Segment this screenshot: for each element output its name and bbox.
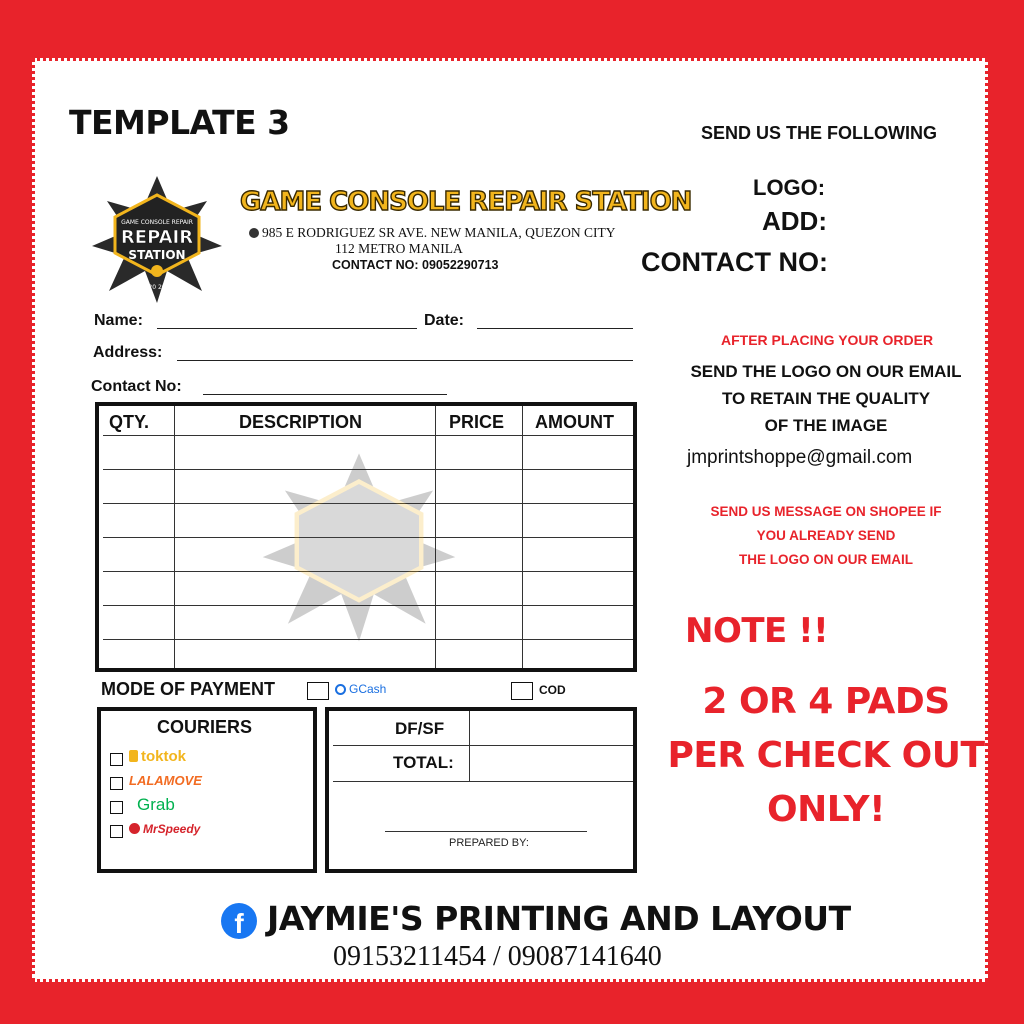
courier-toktok-label: toktok	[141, 748, 186, 765]
courier-mrspeedy	[129, 822, 200, 836]
address-field[interactable]	[177, 360, 633, 361]
contact-email[interactable]: jmprintshoppe@gmail.com	[687, 447, 913, 468]
business-address-line2: 112 METRO MANILA	[335, 241, 463, 256]
payment-summary-box	[325, 707, 637, 873]
business-address-line1	[249, 225, 616, 241]
gcash-label: GCash	[349, 682, 387, 696]
column-header-amount: AMOUNT	[535, 412, 614, 432]
after-order-text: AFTER PLACING YOUR ORDER	[721, 332, 934, 348]
date-label: Date:	[424, 312, 465, 329]
logo-label: LOGO:	[753, 175, 826, 200]
location-pin-icon	[249, 228, 259, 238]
pads-line3: ONLY!	[766, 789, 886, 830]
note-heading: NOTE !!	[685, 611, 829, 651]
column-header-qty: QTY.	[109, 412, 150, 432]
prepared-by-line[interactable]	[385, 831, 587, 832]
footer-business-name: JAYMIE'S PRINTING AND LAYOUT	[267, 899, 851, 938]
table-row[interactable]	[103, 435, 633, 436]
watermark-logo	[249, 446, 469, 646]
address-line1-text: 985 E RODRIGUEZ SR AVE. NEW MANILA, QUEZON CITY	[262, 225, 616, 240]
courier-grab: Grab	[137, 795, 175, 814]
gcash-option	[335, 682, 386, 696]
name-label: Name:	[94, 312, 143, 329]
courier-mrspeedy-label: MrSpeedy	[143, 822, 201, 836]
date-field[interactable]	[477, 328, 633, 329]
contact-no-label: CONTACT NO:	[641, 247, 828, 277]
shopee-line1: SEND US MESSAGE ON SHOPEE IF	[710, 504, 942, 519]
mrspeedy-checkbox[interactable]	[110, 825, 123, 838]
couriers-title: COURIERS	[157, 717, 253, 737]
logo-top-text: GAME CONSOLE REPAIR	[121, 219, 193, 226]
pads-note	[665, 675, 987, 837]
add-label: ADD:	[762, 206, 827, 236]
grab-checkbox[interactable]	[110, 801, 123, 814]
business-name: GAME CONSOLE REPAIR STATION	[240, 187, 692, 217]
total-label: TOTAL:	[393, 753, 454, 772]
send-logo-text	[665, 358, 987, 439]
mode-of-payment-label: MODE OF PAYMENT	[101, 679, 276, 699]
gcash-icon	[335, 684, 346, 695]
name-field[interactable]	[157, 328, 417, 329]
repair-station-logo	[87, 171, 227, 306]
prepared-by-label: PREPARED BY:	[449, 837, 529, 849]
facebook-icon[interactable]: f	[221, 903, 257, 939]
cod-checkbox[interactable]	[511, 682, 533, 700]
cod-label: COD	[539, 683, 566, 697]
shopee-message	[675, 500, 977, 572]
footer-phone-numbers: 09153211454 / 09087141640	[333, 941, 662, 972]
send-logo-line2: TO RETAIN THE QUALITY	[721, 389, 931, 408]
logo-year: 20 20	[148, 284, 166, 291]
dfsf-field[interactable]	[469, 745, 633, 781]
contact-label: Contact No:	[91, 378, 182, 395]
total-field[interactable]	[469, 781, 633, 782]
template-title: TEMPLATE 3	[69, 103, 290, 142]
template-card	[32, 58, 988, 982]
send-logo-line3: OF THE IMAGE	[764, 416, 888, 435]
business-contact: CONTACT NO: 09052290713	[332, 258, 499, 272]
dfsf-label: DF/SF	[395, 719, 445, 738]
toktok-checkbox[interactable]	[110, 753, 123, 766]
logo-main-line2: STATION	[128, 248, 186, 262]
courier-lalamove: LALAMOVE	[129, 773, 202, 788]
courier-toktok	[129, 748, 186, 765]
send-logo-line1: SEND THE LOGO ON OUR EMAIL	[690, 362, 962, 381]
pads-line2: PER CHECK OUT	[667, 735, 985, 776]
shopee-line2: YOU ALREADY SEND	[756, 528, 896, 543]
mrspeedy-icon	[129, 823, 140, 834]
toktok-icon	[129, 750, 138, 762]
lalamove-checkbox[interactable]	[110, 777, 123, 790]
pads-line1: 2 OR 4 PADS	[702, 681, 950, 722]
column-header-price: PRICE	[449, 412, 505, 432]
address-label: Address:	[93, 344, 163, 361]
gcash-checkbox[interactable]	[307, 682, 329, 700]
order-table	[95, 402, 637, 672]
column-header-description: DESCRIPTION	[239, 412, 363, 432]
contact-field[interactable]	[203, 394, 447, 395]
shopee-line3: THE LOGO ON OUR EMAIL	[739, 552, 913, 567]
logo-main-line1: REPAIR	[120, 227, 194, 248]
couriers-box	[97, 707, 317, 873]
instructions-heading: SEND US THE FOLLOWING	[701, 123, 937, 143]
